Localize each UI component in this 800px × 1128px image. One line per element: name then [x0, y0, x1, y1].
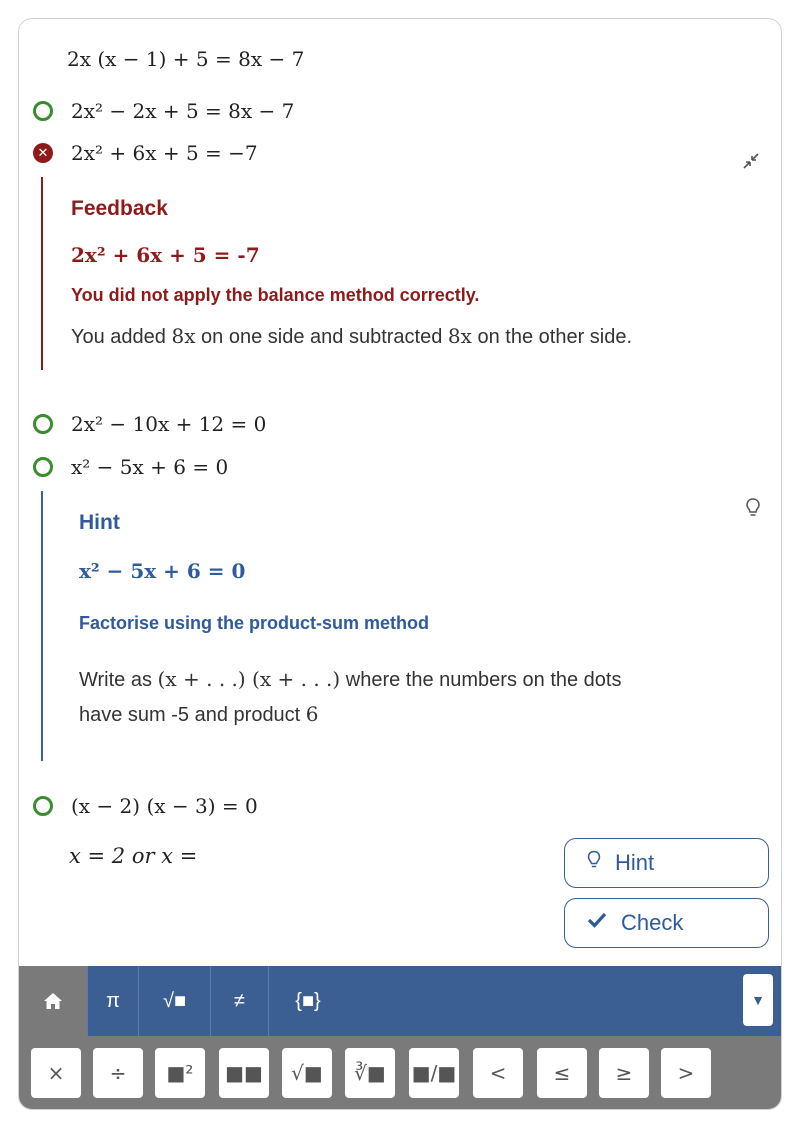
correct-status-icon [33, 457, 53, 477]
home-icon[interactable] [19, 966, 87, 1036]
collapse-icon[interactable] [741, 151, 761, 171]
hint-title: Hint [79, 511, 120, 534]
feedback-panel [41, 177, 632, 370]
step-5-text: (x − 2) (x − 3) = 0 [71, 794, 258, 818]
exercise-card [18, 18, 782, 1110]
step-row-3 [19, 412, 266, 436]
key-greater-than[interactable]: > [661, 1048, 711, 1098]
check-button-label: Check [621, 910, 684, 935]
step-2-text: 2x² + 6x + 5 = −7 [71, 141, 258, 165]
hint-line-2 [79, 697, 621, 732]
key-divide[interactable]: ÷ [93, 1048, 143, 1098]
given-equation [67, 47, 304, 71]
key-multiply[interactable]: × [31, 1048, 81, 1098]
hint-text: Write as [79, 669, 158, 691]
hint-line-1 [79, 662, 621, 697]
step-row-1 [19, 99, 294, 123]
key-less-equal[interactable]: ≤ [537, 1048, 587, 1098]
check-button[interactable] [564, 898, 769, 948]
hint-expression: x² − 5x + 6 = 0 [79, 559, 246, 583]
key-less-than[interactable]: < [473, 1048, 523, 1098]
feedback-expression: 2x² + 6x + 5 = -7 [71, 243, 260, 267]
correct-status-icon [33, 101, 53, 121]
feedback-message: You did not apply the balance method correctly. [71, 285, 480, 305]
key-power[interactable]: ■■ [219, 1048, 269, 1098]
error-status-icon: ✕ [33, 143, 53, 163]
chevron-down-icon[interactable]: ▼ [743, 974, 773, 1026]
key-square[interactable]: ■² [155, 1048, 205, 1098]
lightbulb-icon [587, 850, 601, 876]
hint-math: 6 [305, 702, 319, 726]
hint-panel [41, 491, 621, 761]
correct-status-icon [33, 796, 53, 816]
hint-text: where the numbers on the dots [340, 669, 622, 691]
key-sqrt[interactable]: √■ [282, 1048, 332, 1098]
hint-button[interactable] [564, 838, 769, 888]
keyboard-tab-pi[interactable]: π [87, 966, 139, 1036]
key-fraction[interactable]: ■/■ [409, 1048, 459, 1098]
hint-text: have sum -5 and product [79, 704, 306, 726]
given-equation-text: 2x (x − 1) + 5 = 8x − 7 [67, 47, 305, 71]
step-1-text: 2x² − 2x + 5 = 8x − 7 [71, 99, 295, 123]
step-3-text: 2x² − 10x + 12 = 0 [71, 412, 267, 436]
feedback-detail-var: 8x [447, 324, 472, 348]
step-row-4 [19, 455, 228, 479]
step-row-5 [19, 794, 258, 818]
correct-status-icon [33, 414, 53, 434]
feedback-title: Feedback [71, 197, 168, 220]
feedback-detail-var: 8x [171, 324, 196, 348]
feedback-detail-part: on one side and subtracted [195, 326, 448, 348]
lightbulb-icon[interactable] [745, 497, 761, 519]
key-greater-equal[interactable]: ≥ [599, 1048, 649, 1098]
hint-body [71, 662, 621, 732]
answer-text: x = 2 or x = [69, 844, 198, 868]
keyboard-tab-bar [19, 966, 781, 1036]
feedback-detail-part: You added [71, 326, 172, 348]
key-nth-root[interactable]: ∛■ [345, 1048, 395, 1098]
step-4-text: x² − 5x + 6 = 0 [71, 455, 229, 479]
feedback-detail [71, 324, 632, 349]
answer-input[interactable] [69, 844, 197, 868]
checkmark-icon [587, 911, 607, 935]
keyboard-tab-not-equal[interactable]: ≠ [211, 966, 269, 1036]
hint-button-label: Hint [615, 850, 655, 875]
keyboard-tab-sqrt[interactable]: √■ [139, 966, 211, 1036]
hint-math: (x + . . .) (x + . . .) [157, 667, 341, 691]
step-row-2 [19, 141, 258, 165]
hint-subtitle: Factorise using the product-sum method [79, 613, 430, 633]
keyboard-tab-braces[interactable]: {■} [295, 989, 321, 1012]
keyboard-keys [19, 1036, 781, 1110]
feedback-detail-part: on the other side. [471, 326, 633, 348]
